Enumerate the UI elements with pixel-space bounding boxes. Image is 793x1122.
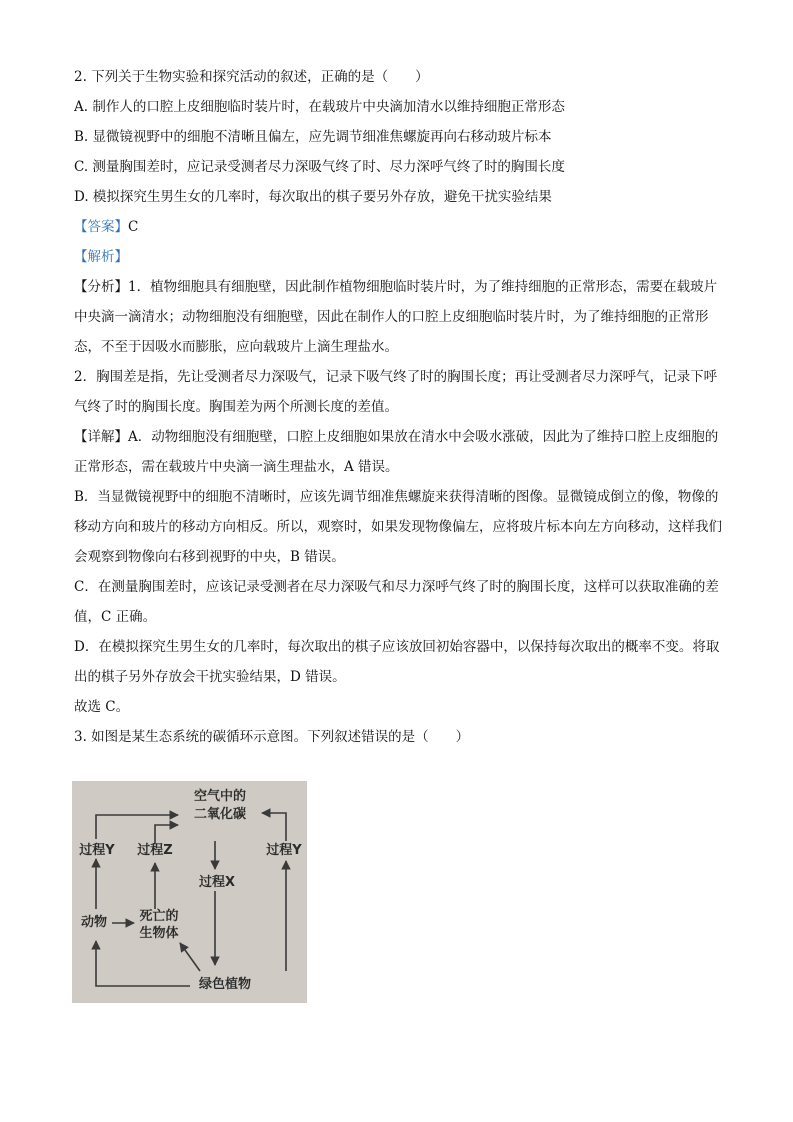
xiangjie-a-text: A．动物细胞没有细胞壁，口腔上皮细胞如果放在清水中会吸水涨破，因此为了维持口腔上皮细胞的正常形态，需在载玻片中央滴一滴生理盐水，A 错误。 (74, 429, 719, 475)
answer-tag: 【答案】 (74, 219, 128, 235)
option-c: C. 测量胸围差时，应记录受测者尽力深吸气终了时、尽力深呼气终了时的胸围长度 (74, 159, 565, 175)
option-a: A. 制作人的口腔上皮细胞临时装片时，在载玻片中央滴加清水以维持细胞正常形态 (74, 99, 565, 115)
point-2-paragraph: 2．胸围差是指，先让受测者尽力深吸气，记录下吸气终了时的胸围长度；再让受测者尽力深呼气，记录下呼气终了时的胸围长度。胸围差为两个所测长度的差值。 (74, 369, 718, 415)
label-dead-line1: 死亡的 (139, 909, 179, 924)
label-process-y-right: 过程Y (266, 843, 302, 858)
carbon-cycle-figure (72, 781, 307, 1003)
label-process-x: 过程X (198, 875, 236, 890)
xiangjie-a-paragraph (74, 422, 724, 482)
label-green-plants: 绿色植物 (198, 977, 251, 992)
xiangjie-c-paragraph: C．在测量胸围差时，应该记录受测者在尽力深吸气和尽力深呼气终了时的胸围长度，这样可以获取准确的差值，C 正确。 (74, 579, 719, 625)
xiangjie-d-paragraph: D．在模拟探究生男生女的几率时，每次取出的棋子应该放回初始容器中，以保持每次取出的概率不变。将取出的棋子另外存放会干扰实验结果，D 错误。 (74, 639, 720, 685)
fenxi-paragraph (74, 272, 724, 362)
label-process-y-left: 过程Y (79, 843, 115, 858)
option-d: D. 模拟探究生男生女的几率时，每次取出的棋子要另外存放，避免干扰实验结果 (74, 189, 552, 205)
label-process-z: 过程Z (137, 843, 173, 858)
answer-value: C (128, 219, 139, 235)
question-3-stem: 3. 如图是某生态系统的碳循环示意图。下列叙述错误的是（ ） (74, 729, 470, 745)
document-page (74, 62, 724, 752)
label-animals: 动物 (80, 915, 107, 930)
label-air-co2-line1: 空气中的 (193, 789, 246, 804)
xiangjie-tag: 【详解】 (74, 429, 128, 445)
fenxi-tag: 【分析】 (74, 279, 128, 295)
xiangjie-b-paragraph: B．当显微镜视野中的细胞不清晰时，应该先调节细准焦螺旋来获得清晰的图像。显微镜成倒立的像，物像的移动方向和玻片的移动方向相反。所以，观察时，如果发现物像偏左，应将玻片标本向左方向移动，这样我们会观察到物像向右移到视野的中央，B 错误。 (74, 489, 722, 565)
fenxi-text: 1．植物细胞具有细胞壁，因此制作植物细胞临时装片时，为了维持细胞的正常形态，需要在载玻片中央滴一滴清水；动物细胞没有细胞壁，因此在制作人的口腔上皮细胞临时装片时，为了维持细胞的正常形态，不至于因吸水而膨胀，应向载玻片上滴生理盐水。 (74, 279, 718, 355)
option-b: B. 显微镜视野中的细胞不清晰且偏左，应先调节细准焦螺旋再向右移动玻片标本 (74, 129, 552, 145)
conclusion: 故选 C。 (74, 699, 130, 715)
label-dead-line2: 生物体 (139, 926, 179, 941)
label-air-co2-line2: 二氧化碳 (193, 807, 246, 822)
analysis-tag: 【解析】 (74, 249, 128, 265)
analysis-heading (74, 242, 724, 272)
question-2-stem: 2. 下列关于生物实验和探究活动的叙述，正确的是（ ） (74, 69, 429, 85)
answer-line (74, 212, 724, 242)
